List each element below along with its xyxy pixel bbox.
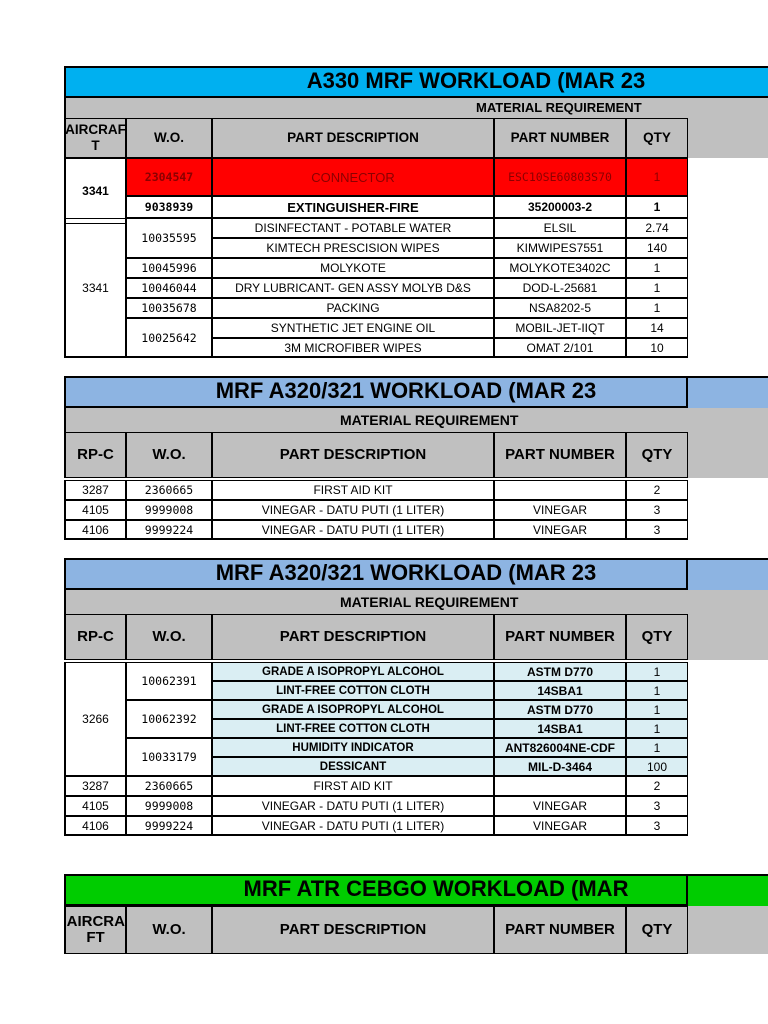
header-part-number: PART NUMBER <box>494 118 626 158</box>
desc-cell: EXTINGUISHER-FIRE <box>212 196 494 218</box>
qty-cell: 1 <box>626 738 688 757</box>
desc-cell: MOLYKOTE <box>212 258 494 278</box>
rpc-cell: 4105 <box>64 796 126 816</box>
pn-cell <box>494 480 626 500</box>
header-qty: QTY <box>626 614 688 660</box>
desc-cell: FIRST AID KIT <box>212 776 494 796</box>
pn-cell: ANT826004NE-CDF <box>494 738 626 757</box>
header-part-description: PART DESCRIPTION <box>212 906 494 954</box>
a320-header-row <box>64 614 688 660</box>
pn-cell: ASTM D770 <box>494 700 626 719</box>
wo-cell: 10062392 <box>126 700 212 738</box>
a320-subtitle-bar <box>64 408 768 432</box>
qty-cell: 1 <box>626 298 688 318</box>
a320-subtitle-bar <box>64 590 768 614</box>
wo-cell: 10025642 <box>126 318 212 358</box>
pn-cell: KIMWIPES7551 <box>494 238 626 258</box>
wo-cell: 9999224 <box>126 816 212 836</box>
desc-cell: DISINFECTANT - POTABLE WATER <box>212 218 494 238</box>
pn-cell: DOD-L-25681 <box>494 278 626 298</box>
header-wo: W.O. <box>126 906 212 954</box>
pn-cell: NSA8202-5 <box>494 298 626 318</box>
header-part-description: PART DESCRIPTION <box>212 432 494 478</box>
wo-cell: 2360665 <box>126 480 212 500</box>
wo-cell: 9999224 <box>126 520 212 540</box>
qty-cell: 1 <box>626 662 688 681</box>
header-qty: QTY <box>626 432 688 478</box>
pn-cell: 14SBA1 <box>494 719 626 738</box>
qty-cell: 1 <box>626 681 688 700</box>
pn-cell: OMAT 2/101 <box>494 338 626 358</box>
wo-cell: 10046044 <box>126 278 212 298</box>
wo-cell: 10035678 <box>126 298 212 318</box>
pn-cell: ESC10SE60803S70 <box>494 158 626 196</box>
header-part-description: PART DESCRIPTION <box>212 614 494 660</box>
atr-header-extension <box>688 906 768 954</box>
pn-cell: VINEGAR <box>494 816 626 836</box>
a320-title: MRF A320/321 WORKLOAD (MAR 23 <box>215 560 597 585</box>
wo-cell: 9038939 <box>126 196 212 218</box>
aircraft-cell: 3341 <box>64 158 126 224</box>
a330-title: A330 MRF WORKLOAD (MAR 23 <box>306 68 646 93</box>
header-qty: QTY <box>626 906 688 954</box>
rpc-cell: 4106 <box>64 520 126 540</box>
qty-cell: 3 <box>626 816 688 836</box>
wo-cell: 2360665 <box>126 776 212 796</box>
header-qty: QTY <box>626 118 688 158</box>
qty-cell: 2 <box>626 776 688 796</box>
wo-cell: 10045996 <box>126 258 212 278</box>
a330-subtitle: MATERIAL REQUIREMENT <box>476 100 642 115</box>
atr-section <box>64 874 768 956</box>
qty-cell: 1 <box>626 719 688 738</box>
qty-cell: 3 <box>626 520 688 540</box>
a320-header-row <box>64 432 688 478</box>
a320-header-extension <box>688 614 768 660</box>
pn-cell: MOBIL-JET-IIQT <box>494 318 626 338</box>
header-part-number: PART NUMBER <box>494 614 626 660</box>
desc-cell: PACKING <box>212 298 494 318</box>
pn-cell: 14SBA1 <box>494 681 626 700</box>
wo-cell: 2304547 <box>126 158 212 196</box>
atr-header-row <box>64 906 688 954</box>
qty-cell: 1 <box>626 258 688 278</box>
qty-cell: 1 <box>626 196 688 218</box>
wo-cell: 10062391 <box>126 662 212 700</box>
a330-section <box>64 66 768 358</box>
header-part-number: PART NUMBER <box>494 432 626 478</box>
rpc-cell: 4105 <box>64 500 126 520</box>
desc-cell: DRY LUBRICANT- GEN ASSY MOLYB D&S <box>212 278 494 298</box>
desc-cell: 3M MICROFIBER WIPES <box>212 338 494 358</box>
qty-cell: 2.74 <box>626 218 688 238</box>
header-rpc: RP-C <box>64 614 126 660</box>
a320-title-bar-extension <box>688 558 768 590</box>
desc-cell: VINEGAR - DATU PUTI (1 LITER) <box>212 500 494 520</box>
wo-cell: 9999008 <box>126 796 212 816</box>
a330-subtitle-bar <box>64 98 768 118</box>
rpc-cell: 3287 <box>64 776 126 796</box>
pn-cell: VINEGAR <box>494 796 626 816</box>
a320-subtitle: MATERIAL REQUIREMENT <box>340 594 519 610</box>
atr-title: MRF ATR CEBGO WORKLOAD (MAR <box>243 876 629 901</box>
desc-cell: CONNECTOR <box>212 158 494 196</box>
header-wo: W.O. <box>126 432 212 478</box>
qty-cell: 3 <box>626 500 688 520</box>
desc-cell: LINT-FREE COTTON CLOTH <box>212 719 494 738</box>
a320-section-1 <box>64 376 768 540</box>
aircraft-cell: 3341 <box>64 218 126 358</box>
pn-cell <box>494 776 626 796</box>
desc-cell: SYNTHETIC JET ENGINE OIL <box>212 318 494 338</box>
desc-cell: GRADE A ISOPROPYL ALCOHOL <box>212 662 494 681</box>
header-aircraft: AIRCRAF T <box>64 118 126 158</box>
rpc-cell: 3266 <box>64 662 126 776</box>
desc-cell: VINEGAR - DATU PUTI (1 LITER) <box>212 520 494 540</box>
header-part-number: PART NUMBER <box>494 906 626 954</box>
a320-title: MRF A320/321 WORKLOAD (MAR 23 <box>215 378 597 403</box>
desc-cell: GRADE A ISOPROPYL ALCOHOL <box>212 700 494 719</box>
pn-cell: MOLYKOTE3402C <box>494 258 626 278</box>
desc-cell: HUMIDITY INDICATOR <box>212 738 494 757</box>
qty-cell: 2 <box>626 480 688 500</box>
desc-cell: DESSICANT <box>212 757 494 776</box>
pn-cell: VINEGAR <box>494 520 626 540</box>
desc-cell: KIMTECH PRESCISION WIPES <box>212 238 494 258</box>
a330-header-extension <box>688 118 768 158</box>
qty-cell: 140 <box>626 238 688 258</box>
wo-cell: 10033179 <box>126 738 212 776</box>
wo-cell: 9999008 <box>126 500 212 520</box>
pn-cell: ASTM D770 <box>494 662 626 681</box>
qty-cell: 1 <box>626 700 688 719</box>
a320-header-extension <box>688 432 768 478</box>
pn-cell: MIL-D-3464 <box>494 757 626 776</box>
desc-cell: VINEGAR - DATU PUTI (1 LITER) <box>212 796 494 816</box>
header-wo: W.O. <box>126 118 212 158</box>
header-rpc: RP-C <box>64 432 126 478</box>
header-wo: W.O. <box>126 614 212 660</box>
pn-cell: 35200003-2 <box>494 196 626 218</box>
a320-section-2 <box>64 558 768 838</box>
desc-cell: FIRST AID KIT <box>212 480 494 500</box>
qty-cell: 1 <box>626 158 688 196</box>
pn-cell: VINEGAR <box>494 500 626 520</box>
qty-cell: 3 <box>626 796 688 816</box>
rpc-cell: 3287 <box>64 480 126 500</box>
a330-header-row <box>64 118 688 158</box>
qty-cell: 100 <box>626 757 688 776</box>
pn-cell: ELSIL <box>494 218 626 238</box>
wo-cell: 10035595 <box>126 218 212 258</box>
rpc-cell: 4106 <box>64 816 126 836</box>
atr-title-bar-extension <box>688 874 768 906</box>
a320-title-bar-extension <box>688 376 768 408</box>
desc-cell: VINEGAR - DATU PUTI (1 LITER) <box>212 816 494 836</box>
header-aircraft: AIRCRA FT <box>64 906 126 954</box>
qty-cell: 1 <box>626 278 688 298</box>
qty-cell: 14 <box>626 318 688 338</box>
a320-subtitle: MATERIAL REQUIREMENT <box>340 412 519 428</box>
desc-cell: LINT-FREE COTTON CLOTH <box>212 681 494 700</box>
qty-cell: 10 <box>626 338 688 358</box>
header-part-description: PART DESCRIPTION <box>212 118 494 158</box>
